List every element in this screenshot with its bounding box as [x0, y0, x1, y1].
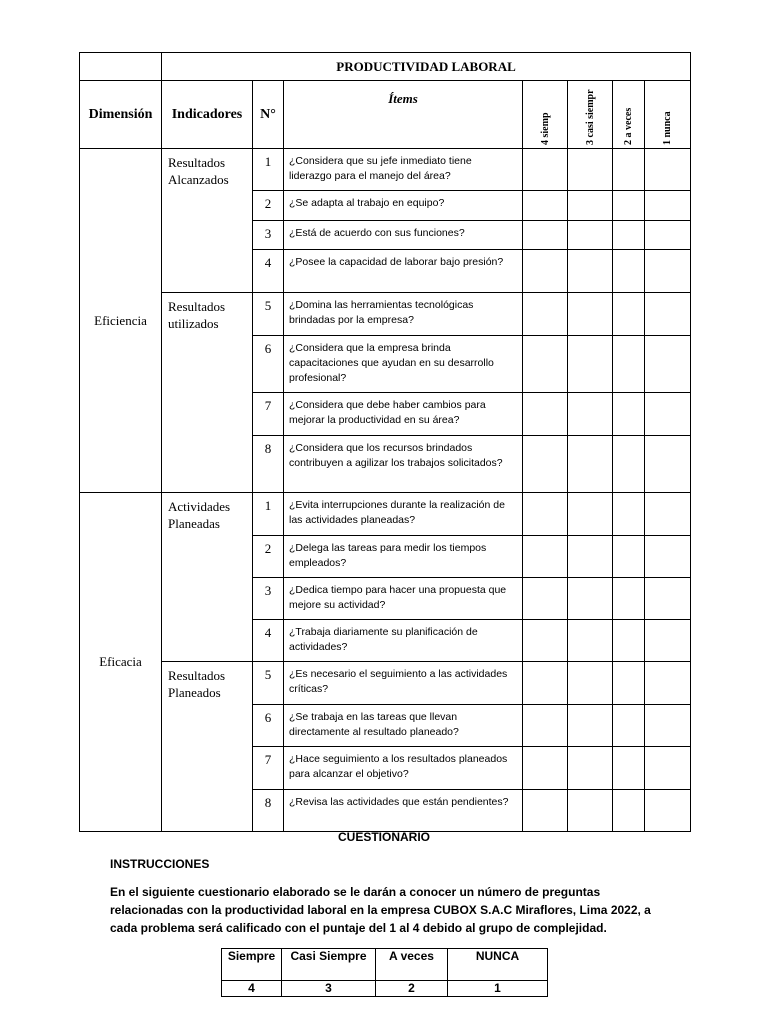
answer-cell[interactable]: [645, 221, 691, 250]
item-number: 3: [253, 578, 284, 620]
answer-cell[interactable]: [568, 293, 613, 336]
item-number: 5: [253, 662, 284, 705]
answer-cell[interactable]: [613, 293, 645, 336]
item-question: ¿Domina las herramientas tecnológicas brindadas por la empresa?: [284, 293, 523, 336]
answer-cell[interactable]: [568, 790, 613, 832]
answer-cell[interactable]: [568, 393, 613, 436]
item-question: ¿Se trabaja en las tareas que llevan directamente al resultado planeado?: [284, 705, 523, 747]
answer-cell[interactable]: [568, 536, 613, 578]
header-scale-3: [568, 81, 613, 149]
answer-cell[interactable]: [523, 620, 568, 662]
answer-cell[interactable]: [645, 393, 691, 436]
answer-cell[interactable]: [568, 493, 613, 536]
answer-cell[interactable]: [568, 191, 613, 221]
item-question: ¿Posee la capacidad de laborar bajo presión?: [284, 250, 523, 293]
item-question: ¿Considera que los recursos brindados contribuyen a agilizar los trabajos solicitados?: [284, 436, 523, 493]
answer-cell[interactable]: [523, 436, 568, 493]
answer-cell[interactable]: [645, 293, 691, 336]
header-indicators: Indicadores: [162, 81, 253, 149]
answer-cell[interactable]: [645, 493, 691, 536]
item-question: ¿Delega las tareas para medir los tiempos empleados?: [284, 536, 523, 578]
answer-cell[interactable]: [645, 336, 691, 393]
scale-label-nunca: NUNCA: [448, 949, 548, 981]
answer-cell[interactable]: [568, 578, 613, 620]
item-question: ¿Hace seguimiento a los resultados planeados para alcanzar el objetivo?: [284, 747, 523, 790]
answer-cell[interactable]: [523, 578, 568, 620]
answer-cell[interactable]: [523, 493, 568, 536]
header-number: N°: [253, 81, 284, 149]
answer-cell[interactable]: [568, 436, 613, 493]
answer-cell[interactable]: [523, 536, 568, 578]
scale-value-3: 3: [282, 981, 376, 997]
indicator-cell: Resultados Planeados: [162, 662, 253, 832]
indicator-cell: Resultados utilizados: [162, 293, 253, 493]
scale-value-1: 1: [448, 981, 548, 997]
item-number: 7: [253, 393, 284, 436]
answer-cell[interactable]: [523, 250, 568, 293]
answer-cell[interactable]: [523, 705, 568, 747]
header-scale-1-label: 1 nunca: [662, 110, 674, 145]
item-number: 1: [253, 149, 284, 191]
table-row: [80, 662, 691, 705]
header-scale-2-label: 2 a veces: [623, 107, 634, 145]
answer-cell[interactable]: [523, 662, 568, 705]
header-scale-4: [523, 81, 568, 149]
item-number: 1: [253, 493, 284, 536]
item-number: 4: [253, 250, 284, 293]
scale-value-4: 4: [222, 981, 282, 997]
answer-cell[interactable]: [523, 790, 568, 832]
header-scale-3-label: 3 casi siempr: [584, 88, 596, 145]
item-question: ¿Evita interrupciones durante la realización de las actividades planeadas?: [284, 493, 523, 536]
answer-cell[interactable]: [568, 250, 613, 293]
answer-cell[interactable]: [645, 705, 691, 747]
productivity-table: [79, 52, 691, 832]
answer-cell[interactable]: [645, 436, 691, 493]
dimension-cell: Eficacia: [80, 493, 162, 832]
header-scale-2: [613, 81, 645, 149]
item-number: 6: [253, 336, 284, 393]
instructions-heading: INSTRUCCIONES: [110, 857, 210, 871]
answer-cell[interactable]: [613, 191, 645, 221]
dimension-cell: Eficiencia: [80, 149, 162, 493]
scale-label-a-veces: A veces: [376, 949, 448, 981]
answer-cell[interactable]: [645, 578, 691, 620]
scale-table: [221, 948, 548, 997]
answer-cell[interactable]: [613, 536, 645, 578]
header-items: Ítems: [284, 81, 523, 149]
answer-cell[interactable]: [613, 747, 645, 790]
header-scale-4-label: 4 siemp: [539, 112, 551, 145]
answer-cell[interactable]: [568, 221, 613, 250]
scale-label-siempre: Siempre: [222, 949, 282, 981]
answer-cell[interactable]: [645, 790, 691, 832]
answer-cell[interactable]: [645, 536, 691, 578]
table-title: PRODUCTIVIDAD LABORAL: [162, 53, 691, 81]
corner-cell: [80, 53, 162, 81]
item-number: 8: [253, 436, 284, 493]
answer-cell[interactable]: [645, 662, 691, 705]
answer-cell[interactable]: [613, 662, 645, 705]
answer-cell[interactable]: [645, 747, 691, 790]
item-question: ¿Considera que la empresa brinda capacitaciones que ayudan en su desarrollo profesional?: [284, 336, 523, 393]
answer-cell[interactable]: [523, 221, 568, 250]
answer-cell[interactable]: [568, 662, 613, 705]
header-dimension: Dimensión: [80, 81, 162, 149]
answer-cell[interactable]: [613, 250, 645, 293]
answer-cell[interactable]: [645, 620, 691, 662]
answer-cell[interactable]: [645, 250, 691, 293]
scale-value-2: 2: [376, 981, 448, 997]
item-question: ¿Considera que debe haber cambios para mejorar la productividad en su área?: [284, 393, 523, 436]
indicator-cell: Actividades Planeadas: [162, 493, 253, 662]
answer-cell[interactable]: [613, 221, 645, 250]
item-question: ¿Es necesario el seguimiento a las actividades críticas?: [284, 662, 523, 705]
item-question: ¿Se adapta al trabajo en equipo?: [284, 191, 523, 221]
item-number: 3: [253, 221, 284, 250]
answer-cell[interactable]: [613, 393, 645, 436]
scale-label-casi-siempre: Casi Siempre: [282, 949, 376, 981]
answer-cell[interactable]: [613, 149, 645, 191]
instructions-text: En el siguiente cuestionario elaborado se le darán a conocer un número de preguntas relacionadas con la productividad laboral en la empresa CUBOX S.A.C Miraflores, Lima 2022, a cada problema será calificado con el puntaje del 1 al 4 debido al grupo de complejidad.: [110, 885, 651, 935]
answer-cell[interactable]: [568, 149, 613, 191]
item-number: 7: [253, 747, 284, 790]
table-row: [80, 493, 691, 536]
questionnaire-title: CUESTIONARIO: [337, 830, 430, 844]
answer-cell[interactable]: [613, 790, 645, 832]
answer-cell[interactable]: [613, 705, 645, 747]
answer-cell[interactable]: [645, 149, 691, 191]
answer-cell[interactable]: [568, 336, 613, 393]
answer-cell[interactable]: [523, 393, 568, 436]
answer-cell[interactable]: [523, 336, 568, 393]
item-question: ¿Trabaja diariamente su planificación de actividades?: [284, 620, 523, 662]
item-question: ¿Considera que su jefe inmediato tiene liderazgo para el manejo del área?: [284, 149, 523, 191]
answer-cell[interactable]: [613, 620, 645, 662]
answer-cell[interactable]: [613, 578, 645, 620]
table-row: [80, 149, 691, 191]
answer-cell[interactable]: [568, 620, 613, 662]
item-question: ¿Dedica tiempo para hacer una propuesta que mejore su actividad?: [284, 578, 523, 620]
indicator-cell: Resultados Alcanzados: [162, 149, 253, 293]
answer-cell[interactable]: [523, 149, 568, 191]
answer-cell[interactable]: [523, 191, 568, 221]
answer-cell[interactable]: [613, 493, 645, 536]
table-row: [80, 293, 691, 336]
item-number: 6: [253, 705, 284, 747]
item-number: 8: [253, 790, 284, 832]
answer-cell[interactable]: [523, 293, 568, 336]
item-number: 2: [253, 536, 284, 578]
item-question: ¿Revisa las actividades que están pendientes?: [284, 790, 523, 832]
item-number: 2: [253, 191, 284, 221]
answer-cell[interactable]: [645, 191, 691, 221]
answer-cell[interactable]: [568, 705, 613, 747]
answer-cell[interactable]: [568, 747, 613, 790]
header-scale-1: [645, 81, 691, 149]
item-number: 5: [253, 293, 284, 336]
answer-cell[interactable]: [613, 336, 645, 393]
item-question: ¿Está de acuerdo con sus funciones?: [284, 221, 523, 250]
item-number: 4: [253, 620, 284, 662]
answer-cell[interactable]: [613, 436, 645, 493]
answer-cell[interactable]: [523, 747, 568, 790]
